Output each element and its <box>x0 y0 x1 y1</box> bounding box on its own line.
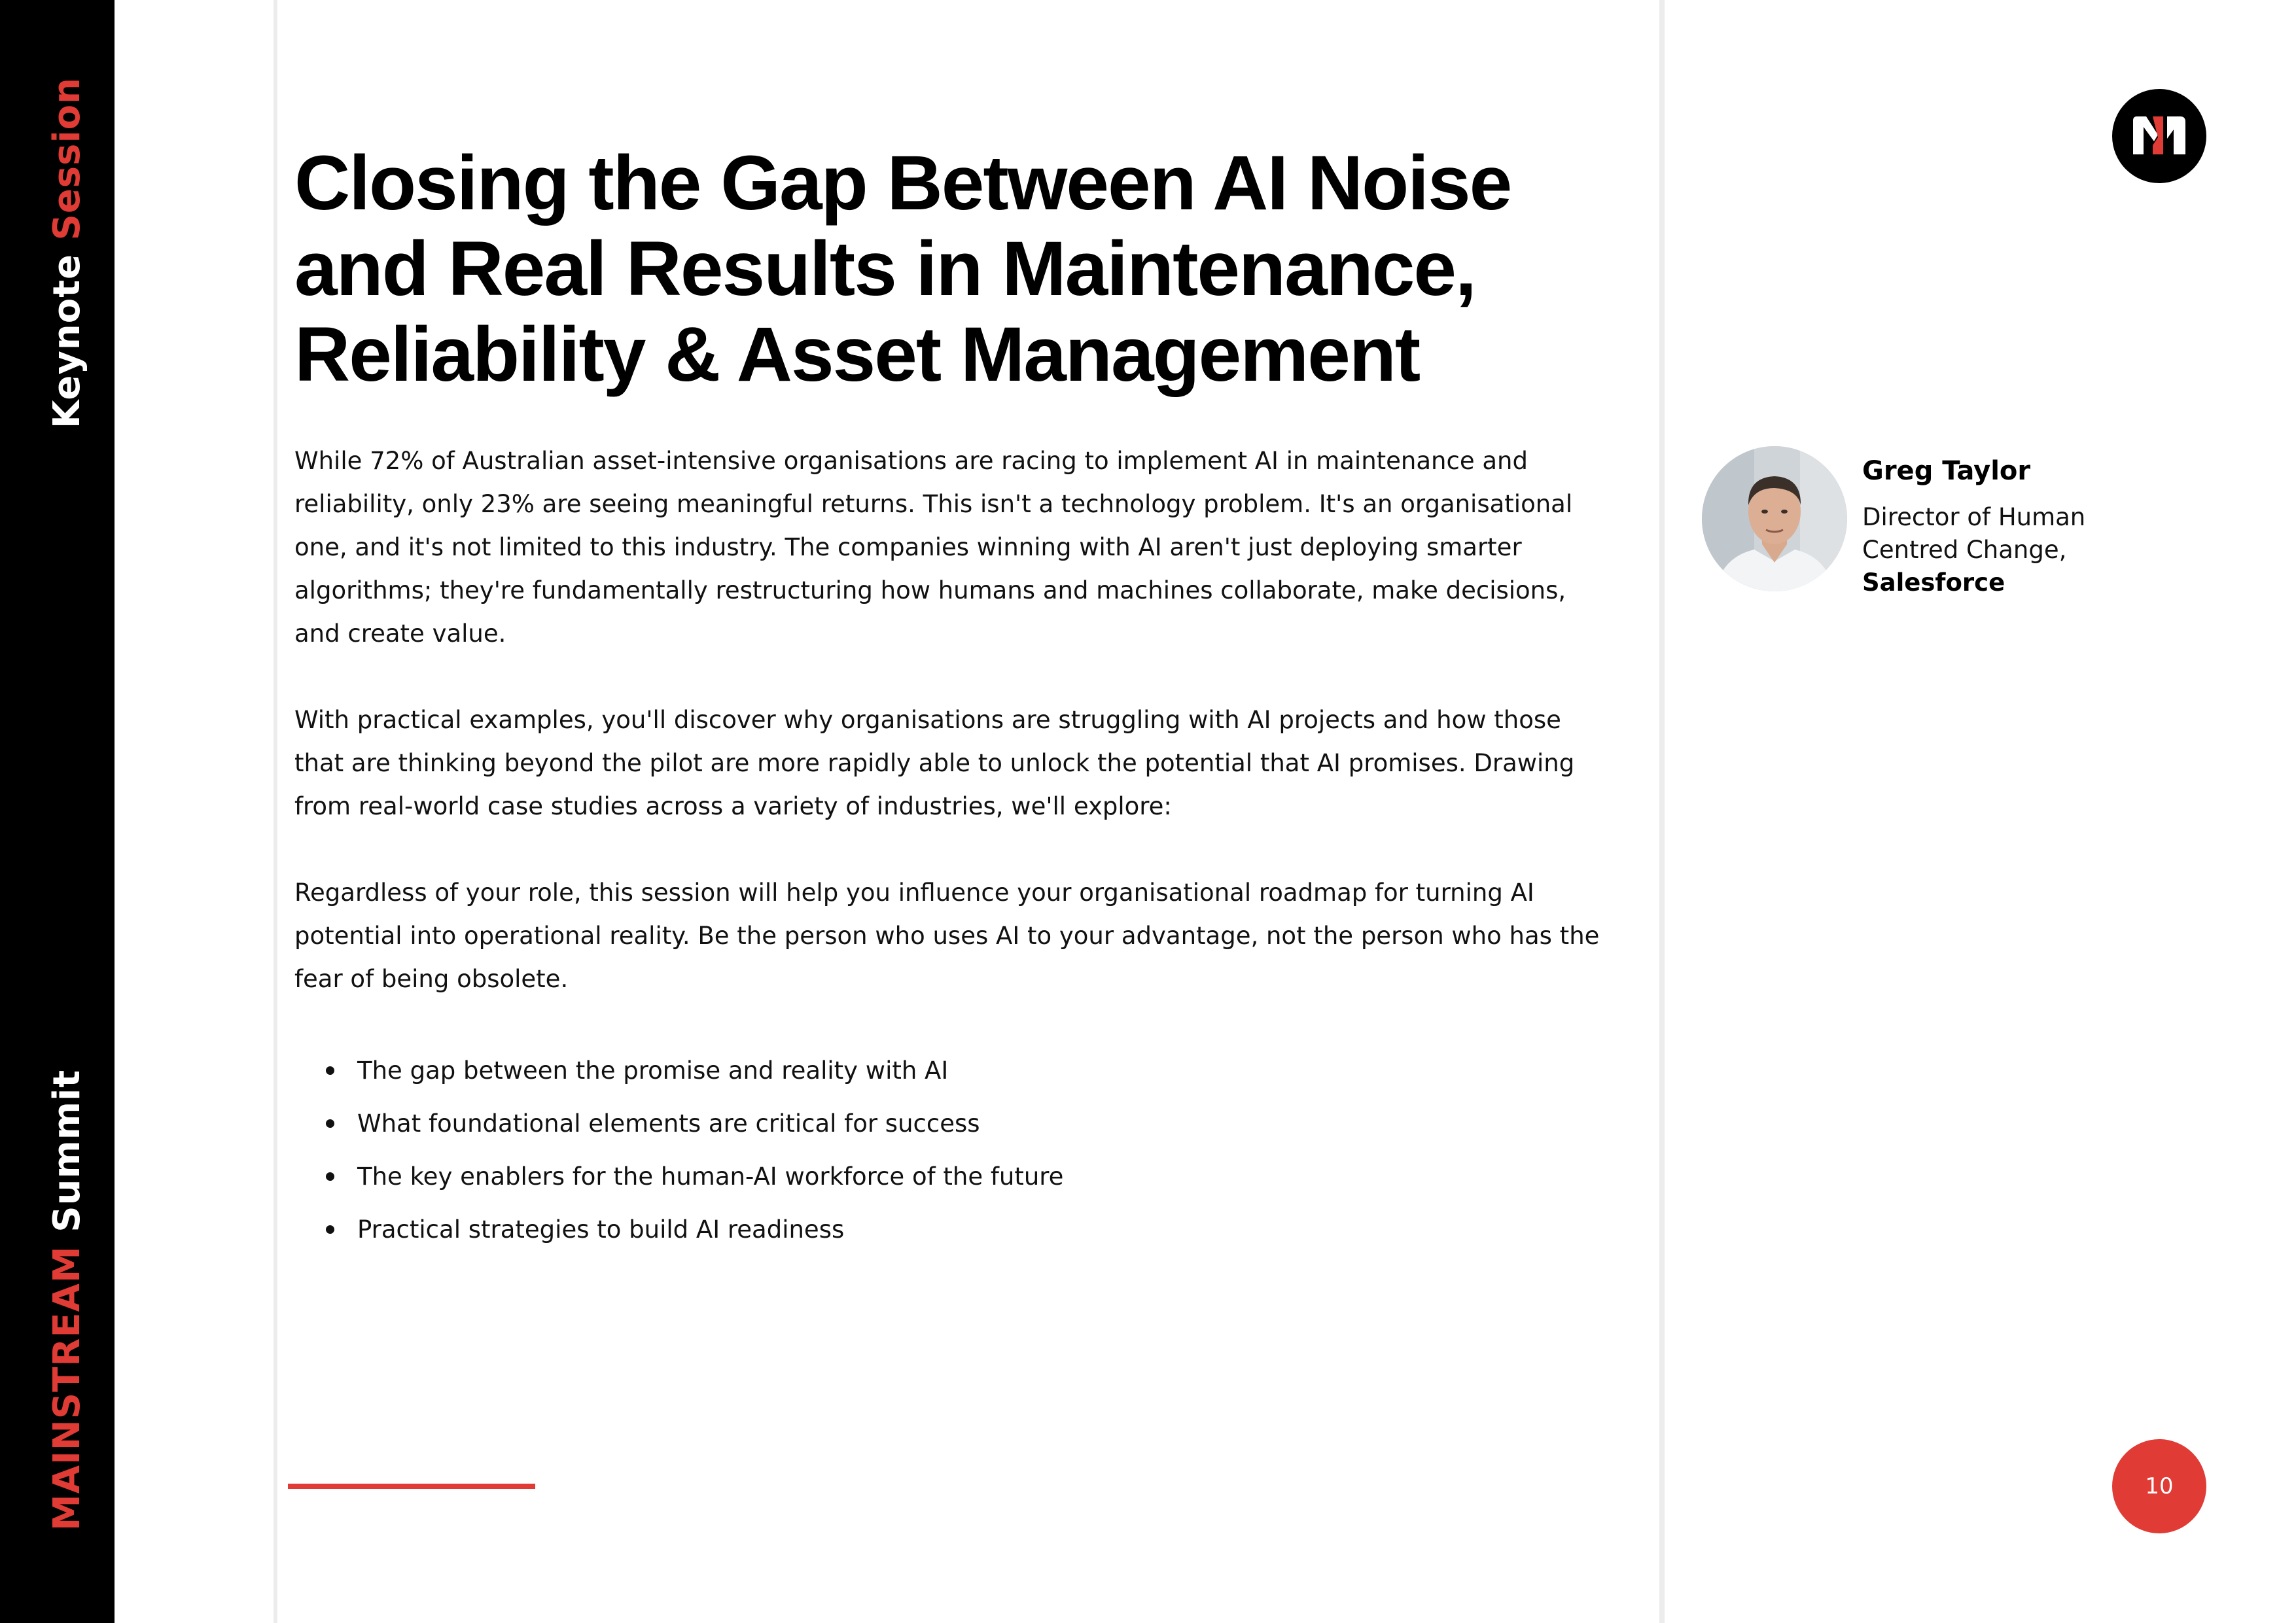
content-right-rule <box>1659 0 1665 1623</box>
session-type-word-2: Session <box>46 77 88 241</box>
accent-divider <box>288 1484 535 1489</box>
page-number-badge: 10 <box>2112 1439 2206 1533</box>
list-item-text: What foundational elements are critical for success <box>357 1109 980 1138</box>
explore-list <box>294 1044 1610 1256</box>
bullet-dot-icon <box>326 1119 334 1128</box>
list-item <box>294 1044 1610 1097</box>
list-item-text: Practical strategies to build AI readiness <box>357 1215 845 1244</box>
list-item <box>294 1150 1610 1203</box>
bullet-dot-icon <box>326 1066 334 1075</box>
page-title: Closing the Gap Between AI Noise and Real Results in Maintenance, Reliability & Asset Management <box>294 140 1511 398</box>
session-type-word-1: Keynote <box>46 254 88 428</box>
speaker-name: Greg Taylor <box>1862 456 2031 486</box>
list-item <box>294 1097 1610 1150</box>
list-item <box>294 1203 1610 1256</box>
event-name-word-1: MAINSTREAM <box>46 1246 88 1531</box>
description-paragraph: While 72% of Australian asset-intensive organisations are racing to implement AI in maintenance and reliability, only 23% are seeing meaningful returns. This isn't a technology problem. It's an organisational one, and it's not limited to this industry. The companies winning with AI aren't just deploying smarter algorithms; they're fundamentally restructuring how humans and machines collaborate, make decisions, and create value. <box>294 447 1573 648</box>
sidebar-band <box>0 0 115 1623</box>
event-name-word-2: Summit <box>46 1069 88 1232</box>
list-item-text: The key enablers for the human-AI workforce of the future <box>357 1162 1064 1191</box>
mainstream-logo-icon <box>2112 89 2206 183</box>
bullet-dot-icon <box>326 1172 334 1181</box>
content-left-rule <box>274 0 277 1623</box>
list-item-text: The gap between the promise and reality with AI <box>357 1056 949 1085</box>
speaker-role: Director of Human Centred Change, <box>1862 503 2086 564</box>
description-paragraph: Regardless of your role, this session will help you influence your organisational roadmap for turning AI potential into operational reality. Be the person who uses AI to your advantage, not the person who has the fear of being obsolete. <box>294 879 1600 993</box>
session-description <box>294 440 1610 1256</box>
session-type-label <box>46 77 88 428</box>
speaker-photo <box>1702 446 1847 591</box>
description-paragraph: With practical examples, you'll discover why organisations are struggling with AI projects and how those that are thinking beyond the pilot are more rapidly able to unlock the potential that AI promises. Drawing from real-world case studies across a variety of industries, we'll explore: <box>294 706 1575 820</box>
event-name-label <box>46 1070 88 1531</box>
bullet-dot-icon <box>326 1225 334 1234</box>
speaker-company: Salesforce <box>1862 568 2005 597</box>
